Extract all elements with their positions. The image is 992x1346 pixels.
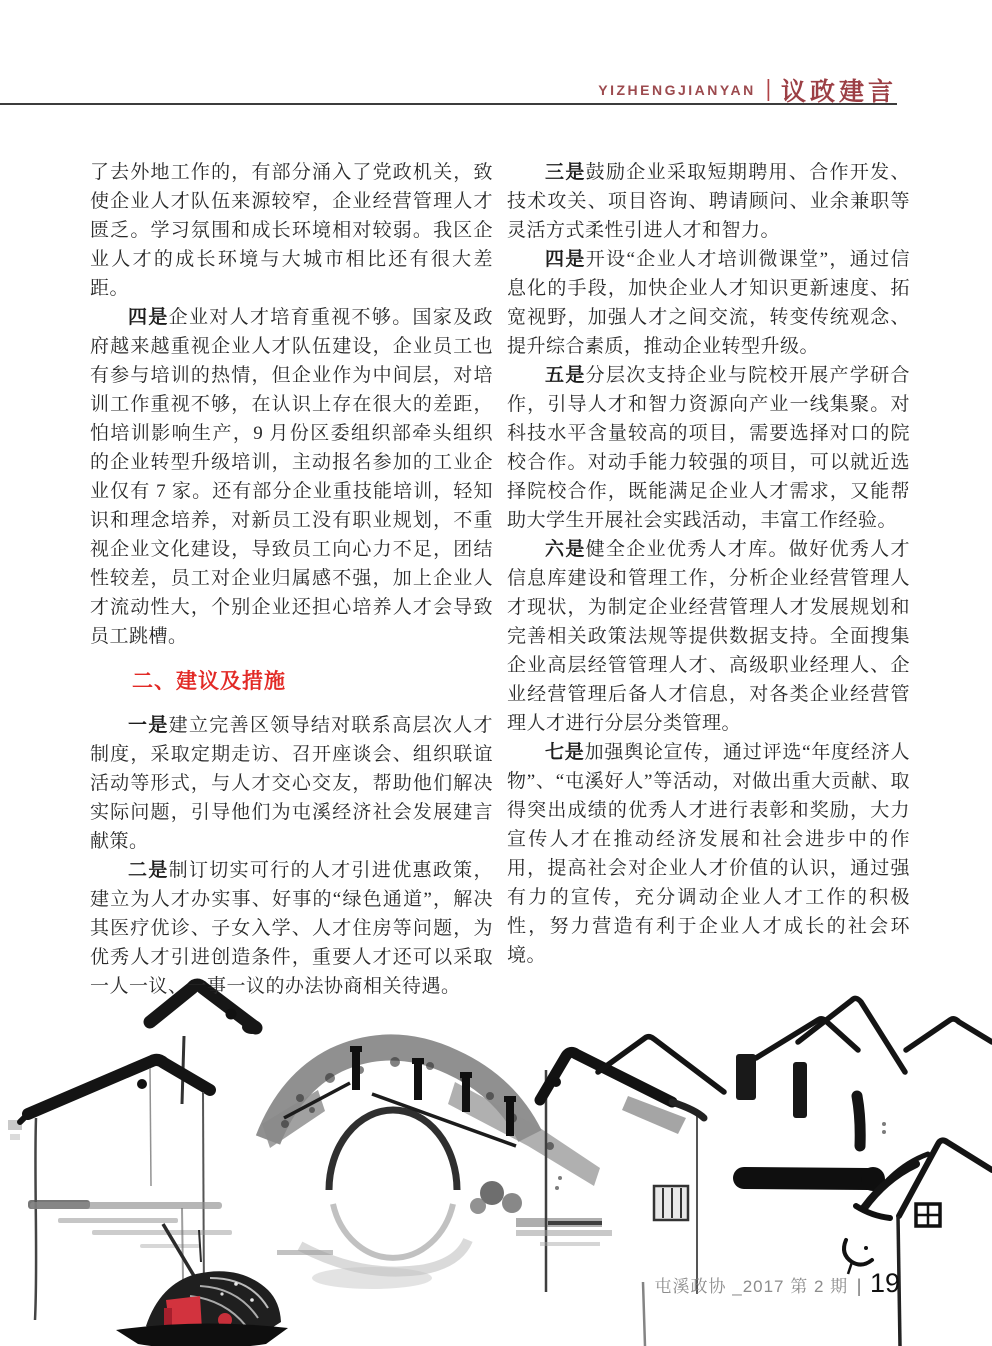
header-title-pinyin: YIZHENGJIANYAN (598, 82, 756, 98)
body-paragraph: 五是分层次支持企业与院校开展产学研合作，引导人才和智力资源向产业一线集聚。对科技水平含量较高的项目，需要选择对口的院校合作。对动手能力较强的项目，可以就近选择院校合作，既能满足企业人才需求，又能帮助大学生开展社会实践活动，丰富工作经验。 (507, 365, 910, 531)
paragraph-lead: 二是 (128, 860, 169, 881)
journal-issue-label: 屯溪政协 _2017 第 2 期 (654, 1277, 849, 1296)
paragraph-lead: 五是 (545, 365, 586, 386)
paragraph-lead: 六是 (545, 539, 586, 560)
lattice-window (916, 1204, 940, 1226)
page-footer (655, 1268, 900, 1299)
paragraph-lead: 一是 (128, 715, 169, 736)
right-column (507, 158, 910, 1001)
body-paragraph: 四是开设“企业人才培训微课堂”，通过信息化的手段，加快企业人才知识更新速度、拓宽视野，加强人才之间交流，转变传统观念、提升综合素质，推动企业转型升级。 (507, 249, 910, 357)
boat (116, 1224, 288, 1346)
body-paragraph: 七是加强舆论宣传，通过评选“年度经济人物”、“屯溪好人”等活动，对做出重大贡献、取得突出成绩的优秀人才进行表彰和奖励，大力宣传人才在推动经济发展和社会进步中的作用，提高社会对企业人才价值的认识，通过强有力的宣传，充分调动企业人才工作的积极性，努力营造有利于企业人才成长的社会环境。 (507, 742, 910, 966)
left-houses (8, 985, 262, 1320)
left-column (90, 158, 493, 1001)
article-body (90, 158, 910, 1001)
body-paragraph: 三是鼓励企业采取短期聘用、合作开发、技术攻关、项目咨询、聘请顾问、业余兼职等灵活方式柔性引进人才和智力。 (507, 162, 910, 241)
paragraph-lead: 四是 (128, 307, 169, 328)
page-header (598, 72, 897, 108)
body-paragraph: 六是健全企业优秀人才库。做好优秀人才信息库建设和管理工作，分析企业经营管理人才现状，为制定企业经营管理人才发展规划和完善相关政策法规等提供数据支持。全面搜集企业高层经管管理人才、高级职业经理人、企业经营管理后备人才信息，对各类企业经营管理人才进行分层分类管理。 (507, 539, 910, 734)
body-paragraph: 一是建立完善区领导结对联系高层次人才制度，采取定期走访、召开座谈会、组织联谊活动等形式，与人才交心交友，帮助他们解决实际问题，引导他们为屯溪经济社会发展建言献策。 (90, 715, 493, 852)
body-paragraph: 二是制订切实可行的人才引进优惠政策，建立为人才办实事、好事的“绿色通道”，解决其医疗优诊、子女入学、人才住房等问题，为优秀人才引进创造条件，重要人才还可以采取一人一议、一事一议的办法协商相关待遇。 (90, 860, 493, 997)
body-paragraph: 四是企业对人才培育重视不够。国家及政府越来越重视企业人才队伍建设，企业员工也有参与培训的热情，但企业作为中间层，对培训工作重视不够，在认识上存在很大的差距，怕培训影响生产，9 月份区委组织部牵头组织的企业转型升级培训，主动报名参加的工业企业仅有 7 家。还有部分企业重技能培训，轻知识和理念培养，对新员工没有职业规划，不重视企业文化建设，导致员工向心力不足，团结性较差，员工对企业归属感不强，加上企业人才流动性大，个别企业还担心培养人才会导致员工跳槽。 (90, 307, 493, 647)
paragraph-lead: 三是 (545, 162, 586, 183)
section-heading: 二、建议及措施 (132, 670, 286, 693)
paragraph-lead: 四是 (545, 249, 586, 270)
footer-divider: | (857, 1276, 861, 1297)
body-paragraph: 了去外地工作的，有部分涌入了党政机关，致使企业人才队伍来源较窄，企业经营管理人才匮乏。学习氛围和成长环境相对较弱。我区企业人才的成长环境与大城市相比还有很大差距。 (90, 162, 493, 299)
header-title-chinese: 议政建言 (780, 79, 897, 106)
header-divider: | (765, 76, 771, 102)
page-number: 19 (869, 1268, 900, 1298)
paragraph-lead: 七是 (545, 742, 585, 763)
